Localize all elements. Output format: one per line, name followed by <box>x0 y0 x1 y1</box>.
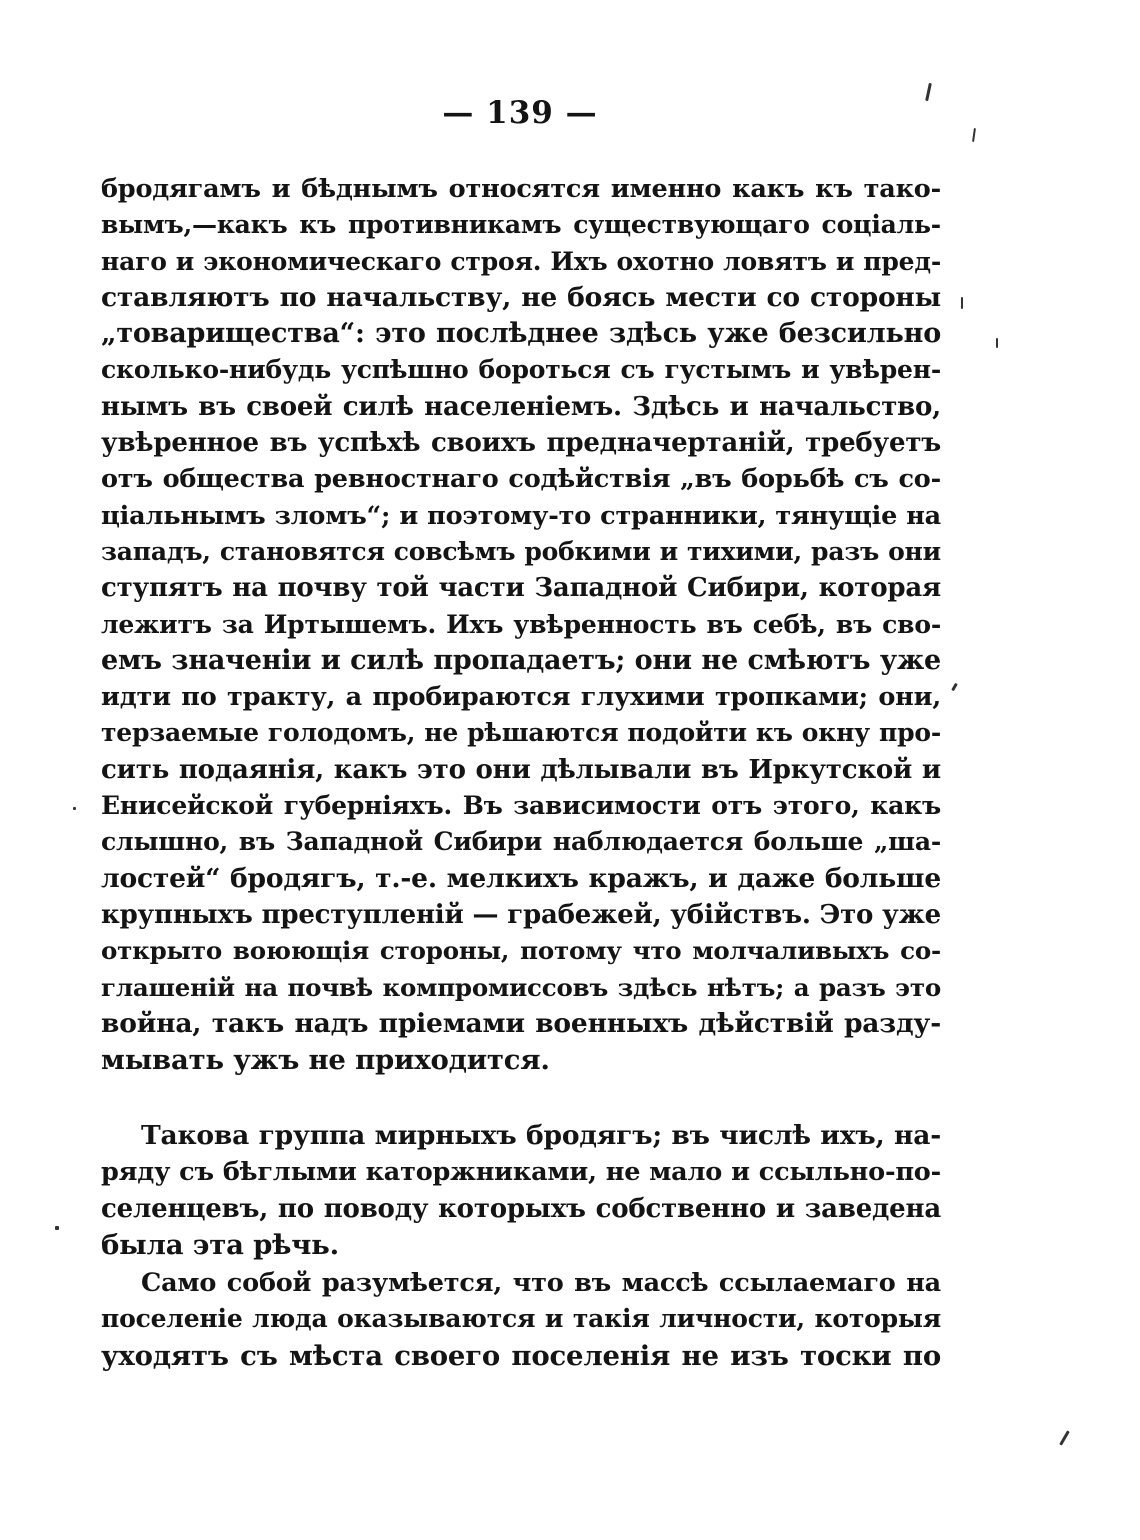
text-line: ступятъ на почву той части Западной Сибири, которая <box>101 573 941 604</box>
text-line: поселеніе люда оказываются и такія личности, которыя <box>101 1304 941 1334</box>
text-line: емъ значеніи и силѣ пропадаетъ; они не смѣютъ уже <box>101 644 941 676</box>
text-line: Само собой разумѣется, что въ массѣ ссылаемаго на <box>141 1268 941 1298</box>
paragraph-1 <box>101 171 941 1078</box>
text-line: терзаемые голодомъ, не рѣшаются подойти къ окну про- <box>101 718 941 748</box>
text-line: сить подаянія, какъ это они дѣлывали въ Иркутской и <box>101 754 941 785</box>
scan-speck <box>951 683 958 691</box>
text-line: лостей“ бродягъ, т.-е. мелкихъ кражъ, и даже больше <box>101 862 941 894</box>
text-line: Енисейской губерніяхъ. Въ зависимости отъ этого, какъ <box>101 791 941 821</box>
text-line: была эта рѣчь. <box>101 1228 339 1261</box>
text-line: западъ, становятся совсѣмъ робкими и тихими, разъ они <box>101 536 941 566</box>
text-line: нымъ въ своей силѣ населеніемъ. Здѣсь и начальство, <box>101 391 941 422</box>
text-line: уходятъ съ мѣста своего поселенія не изъ тоски по <box>101 1339 941 1372</box>
text-line: сколько-нибудь успѣшно бороться съ густымъ и увѣрен- <box>101 355 941 385</box>
text-line: Такова группа мирныхъ бродягъ; въ числѣ ихъ, на- <box>141 1120 941 1151</box>
text-line: слышно, въ Западной Сибири наблюдается больше „ша- <box>101 827 941 857</box>
scan-speck <box>55 1226 59 1230</box>
scan-speck <box>961 297 963 309</box>
text-line: ставляютъ по начальству, не боясь мести со стороны <box>101 281 941 313</box>
text-line: лежитъ за Иртышемъ. Ихъ увѣренность въ себѣ, въ сво- <box>101 609 941 639</box>
text-line: война, такъ надъ пріемами военныхъ дѣйствій разду- <box>101 1007 941 1039</box>
text-line: открыто воюющія стороны, потому что молчаливыхъ со- <box>101 936 941 966</box>
paragraph-2 <box>101 1118 941 1263</box>
text-line: вымъ,—какъ къ противникамъ существующаго соціаль- <box>101 210 941 240</box>
text-line: ціальнымъ зломъ“; и поэтому-то странники, тянущіе на <box>101 500 941 531</box>
scan-speck <box>996 338 998 348</box>
text-line: мывать ужъ не приходится. <box>101 1044 550 1077</box>
paragraph-3 <box>101 1265 941 1374</box>
text-line: бродягамъ и бѣднымъ относятся именно какъ къ тако- <box>101 174 941 204</box>
text-line: увѣренное въ успѣхѣ своихъ предначертаній, требуетъ <box>101 428 941 459</box>
scan-speck <box>73 807 76 810</box>
page-number: — 139 — <box>442 95 598 131</box>
text-line: наго и экономическаго строя. Ихъ охотно ловятъ и пред- <box>101 246 941 276</box>
text-line: отъ общества ревностнаго содѣйствія „въ борьбѣ съ со- <box>101 464 941 495</box>
text-line: „товарищества“: это послѣднее здѣсь уже безсильно <box>101 318 941 350</box>
text-line: ряду съ бѣглыми каторжниками, не мало и ссыльно-по- <box>101 1157 941 1188</box>
text-line: крупныхъ преступленій — грабежей, убійствъ. Это уже <box>101 899 941 930</box>
scan-speck <box>972 128 976 142</box>
text-line: селенцевъ, по поводу которыхъ собственно и заведена <box>101 1193 941 1224</box>
text-line: глашеній на почвѣ компромиссовъ здѣсь нѣтъ; а разъ это <box>101 972 941 1002</box>
scan-speck <box>1059 1430 1070 1445</box>
text-line: идти по тракту, а пробираются глухими тропками; они, <box>101 682 941 713</box>
